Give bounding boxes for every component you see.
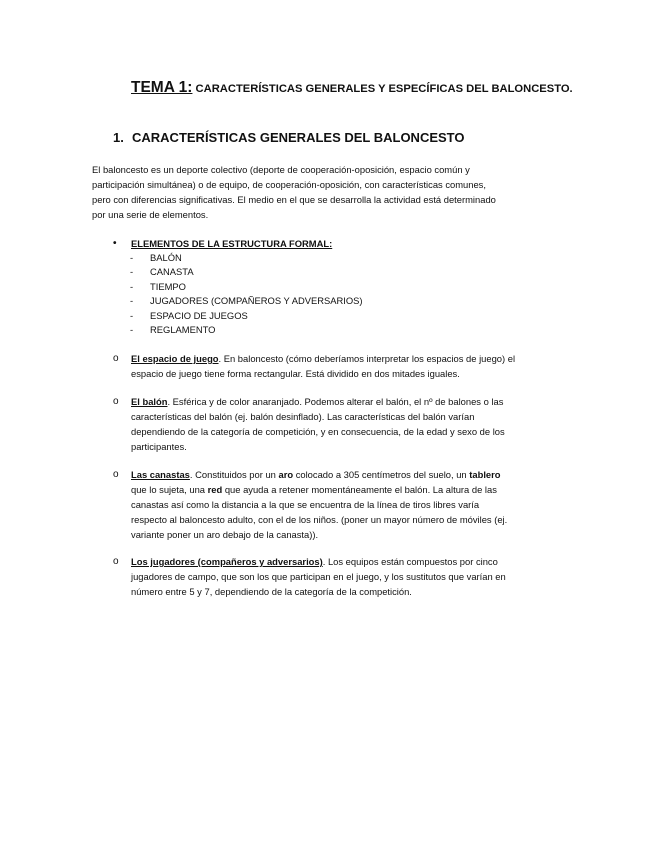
bullet-label: ELEMENTOS DE LA ESTRUCTURA FORMAL:: [131, 238, 333, 249]
circle-bullet-icon: o: [113, 556, 119, 567]
list-item: - ESPACIO DE JUEGOS: [130, 310, 248, 321]
section-title: CARACTERÍSTICAS GENERALES DEL BALONCESTO: [132, 130, 465, 145]
circle-bullet-icon: o: [113, 396, 119, 407]
intro-line: participación simultánea) o de equipo, de cooperación-oposición, con características comunes,: [92, 179, 486, 190]
bullet-heading: [113, 238, 332, 249]
intro-line: pero con diferencias significativas. El medio en el que se desarrolla la actividad está determinado: [92, 194, 496, 205]
list-item: - TIEMPO: [130, 281, 186, 292]
bullet-dot: •: [113, 238, 117, 249]
intro-line: por una serie de elementos.: [92, 209, 209, 220]
section-heading: [113, 130, 465, 145]
list-item: - REGLAMENTO: [130, 324, 216, 335]
circle-bullet-icon: o: [113, 469, 119, 480]
term-balon: El balón: [131, 396, 168, 407]
term-jugadores: Los jugadores (compañeros y adversarios): [131, 556, 323, 567]
document-page: TEMA 1: CARACTERÍSTICAS GENERALES Y ESPECÍFICAS DEL BALONCESTO. 1. CARACTERÍSTICAS GENERALES DEL BALONCESTO El baloncesto es un deporte colectivo (deporte de cooperación-oposición, espacio común y participación simultánea) o de equipo, de cooperación-oposición, con características comunes, pero con diferencias significativas. El medio en el que se desarrolla la actividad está determinado por una serie de elementos. • ELEMENTOS DE LA ESTRUCTURA FORMAL: - BALÓN - CANASTA - TIEMPO - JUGADORES (COMPAÑEROS Y ADVERSARIOS) - ESPACIO DE JUEGOS - REGLAMENTO o El espacio de juego. En baloncesto (cómo deberíamos interpretar los espacios de juego) el espacio de juego tiene forma rectangular. Está dividido en dos mitades iguales. o El balón. Esférica y de color anaranjado. Podemos alterar el balón, el nº de balones o las características del balón (ej. balón desinflado). Las características del balón varían dependiendo de la categoría de competición, y en consecuencia, de la edad y sexo de los participantes. o Las canastas. Constituidos por un aro colocado a 305 centímetros del suelo, un tablero que lo sujeta, una red que ayuda a retener momentáneamente el balón. La altura de las canastas así como la distancia a la que se encuentra de la línea de tiros libres varía respecto al baloncesto adulto, con el de los niños. (poner un mayor número de móviles (ej. variante poner un aro debajo de la canasta)). o Los jugadores (compañeros y adversarios). Los equipos están compuestos por cinco jugadores de campo, que son los que participan en el juego, y los sustitutos que varían en número entre 5 y 7, dependiendo de la categoría de la competición.: [92, 79, 573, 597]
circle-bullet-icon: o: [113, 353, 119, 364]
term-canastas: Las canastas: [131, 469, 190, 480]
page-title: [131, 79, 573, 97]
title-prefix: TEMA 1:: [131, 79, 193, 96]
section-number: 1.: [113, 130, 124, 145]
title-text: CARACTERÍSTICAS GENERALES Y ESPECÍFICAS DEL BALONCESTO.: [192, 83, 573, 95]
list-item: - JUGADORES (COMPAÑEROS Y ADVERSARIOS): [130, 295, 363, 306]
term-espacio: El espacio de juego: [131, 353, 219, 364]
list-item: - CANASTA: [130, 266, 194, 277]
list-item: - BALÓN: [130, 252, 182, 263]
intro-line: El baloncesto es un deporte colectivo (deporte de cooperación-oposición, espacio común y: [92, 164, 470, 175]
